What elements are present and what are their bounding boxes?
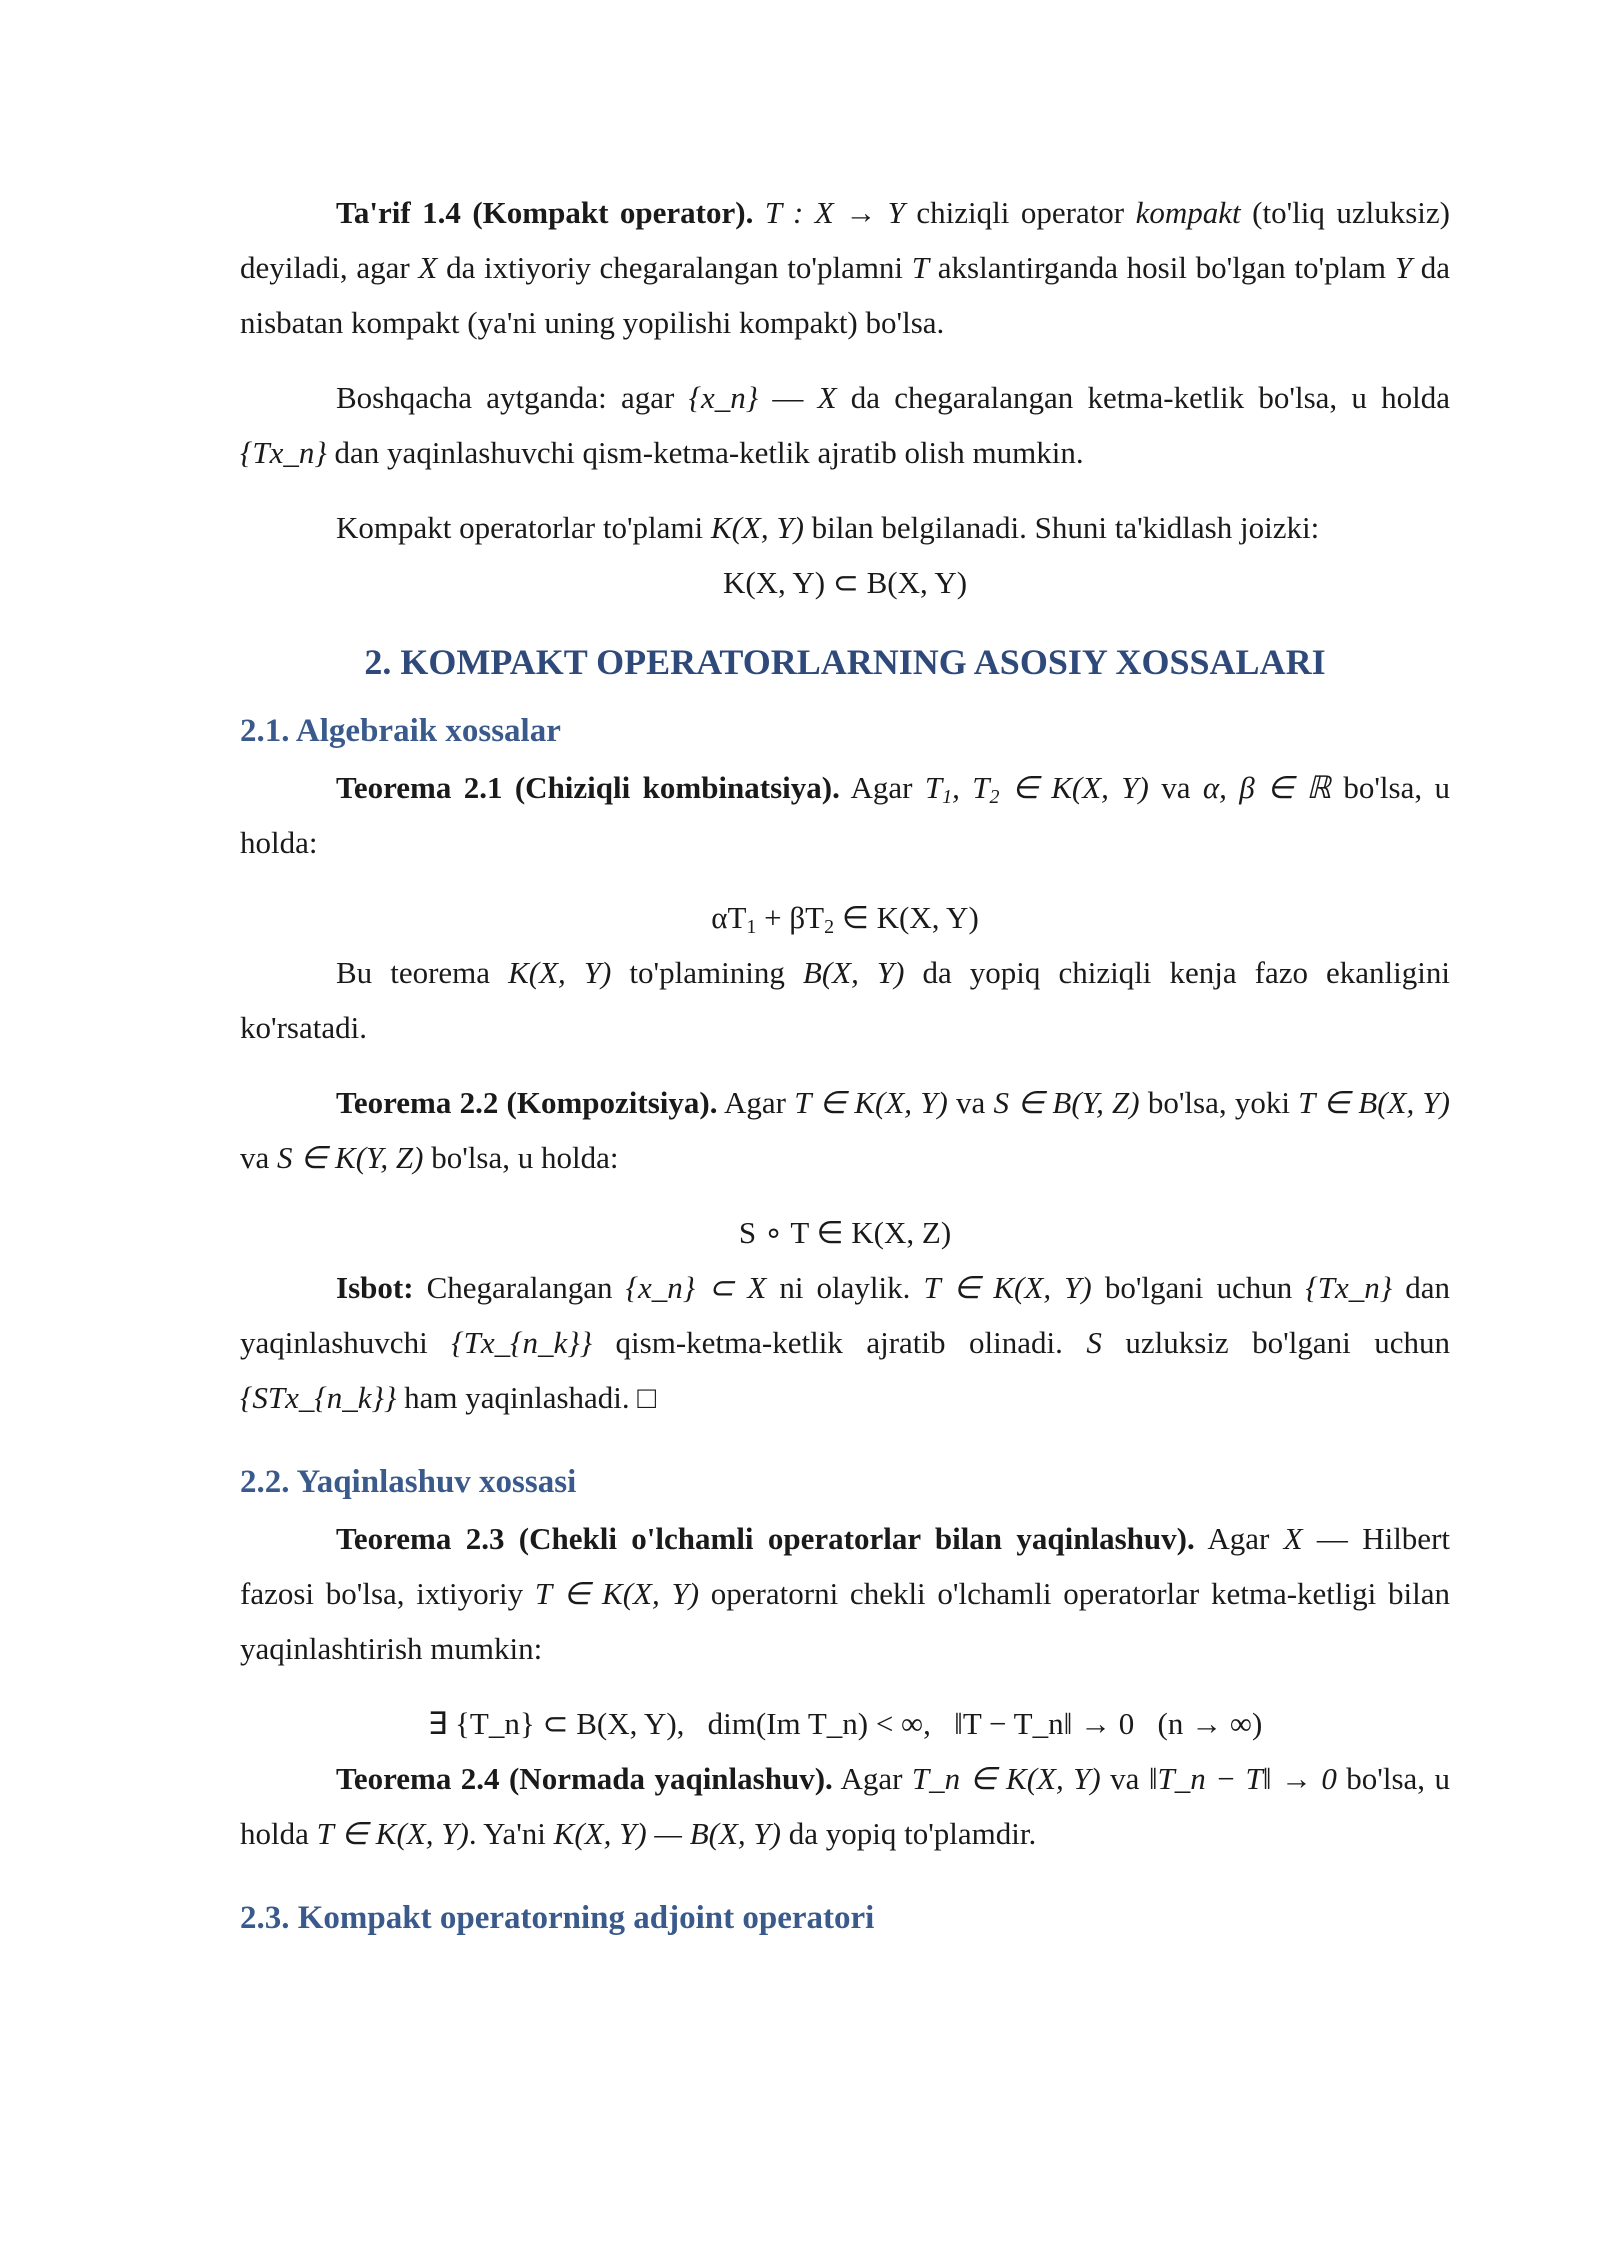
- definition-title: Ta'rif 1.4 (Kompakt operator).: [336, 195, 754, 230]
- document-page: [240, 185, 1450, 1947]
- theorem-2-1: Teorema 2.1 (Chiziqli kombinatsiya). Agar $T_1$, $T_2$ ∈ K(X, Y) va α, β ∈ ℝ bo'lsa, u holda:: [240, 770, 1450, 860]
- theorem-2-2: Teorema 2.2 (Kompozitsiya). Agar T ∈ K(X, Y) va S ∈ B(Y, Z) bo'lsa, yoki T ∈ B(X, Y) va S ∈ K(Y, Z) bo'lsa, u holda:: [240, 1085, 1450, 1175]
- proof: Isbot: Chegaralangan {x_n} ⊂ X ni olaylik. T ∈ K(X, Y) bo'lgani uchun {Tx_n} dan yaqinlashuvchi {Tx_{n_k}} qism-ketma-ketlik ajratib olinadi. S uzluksiz bo'lgani uchun {STx_{n_k}} ham yaqinlashadi. □: [240, 1270, 1450, 1415]
- formula-approximation: ∃ {T_n} ⊂ B(X, Y), dim(Im T_n) < ∞, ‖T − T_n‖ → 0 (n → ∞): [427, 1706, 1263, 1741]
- paragraph-closed-subspace: Bu teorema K(X, Y) to'plamining B(X, Y) da yopiq chiziqli kenja fazo ekanligini ko'rsatadi.: [240, 955, 1450, 1045]
- formula-linear-combination: $\alpha T_1 + \beta T_2$ ∈ K(X, Y): [711, 900, 979, 938]
- theorem-2-3: Teorema 2.3 (Chekli o'lchamli operatorlar bilan yaqinlashuv). Agar X — Hilbert fazosi bo'lsa, ixtiyoriy T ∈ K(X, Y) operatorni chekli o'lchamli operatorlar ketma-ketligi bilan yaqinlashtirish mumkin:: [240, 1521, 1450, 1666]
- subsection-2-1-title: 2.1. Algebraik xossalar: [240, 713, 561, 749]
- formula-composition: S ∘ T ∈ K(X, Z): [738, 1215, 952, 1250]
- paragraph-compact-set: Kompakt operatorlar to'plami K(X, Y) bilan belgilanadi. Shuni ta'kidlash joizki:: [336, 510, 1320, 545]
- paragraph-otherwise: Boshqacha aytganda: agar {x_n} — X da chegaralangan ketma-ketlik bo'lsa, u holda {Tx_n} dan yaqinlashuvchi qism-ketma-ketlik ajratib olish mumkin.: [240, 380, 1451, 470]
- theorem-2-4: Teorema 2.4 (Normada yaqinlashuv). Agar T_n ∈ K(X, Y) va ‖T_n − T‖ → 0 bo'lsa, u holda T ∈ K(X, Y). Ya'ni K(X, Y) — B(X, Y) da yopiq to'plamdir.: [240, 1761, 1450, 1851]
- definition-1-4: Ta'rif 1.4 (Kompakt operator). T : X → Y chiziqli operator kompakt (to'liq uzluksiz) deyiladi, agar X da ixtiyoriy chegaralangan to'plamni T akslantirganda hosil bo'lgan to'plam Y da nisbatan kompakt (ya'ni uning yopilishi kompakt) bo'lsa.: [240, 195, 1451, 340]
- subsection-2-2-title: 2.2. Yaqinlashuv xossasi: [240, 1464, 577, 1500]
- section-2-title: 2. KOMPAKT OPERATORLARNING ASOSIY XOSSALARI: [364, 642, 1326, 682]
- subsection-2-3-title: 2.3. Kompakt operatorning adjoint operatori: [240, 1900, 875, 1936]
- formula-inclusion: K(X, Y) ⊂ B(X, Y): [722, 565, 968, 600]
